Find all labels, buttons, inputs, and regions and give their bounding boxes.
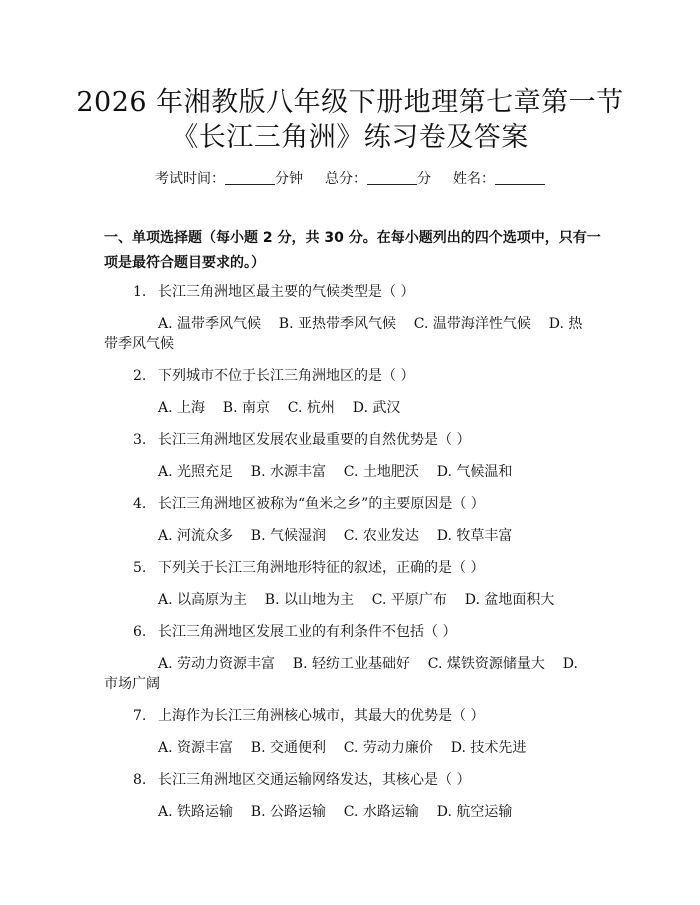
question-options: A. 温带季风气候 B. 亚热带季风气候 C. 温带海洋性气候 D. 热 (158, 316, 583, 332)
question-options: A. 铁路运输 B. 公路运输 C. 水路运输 D. 航空运输 (158, 804, 513, 820)
question-text: 上海作为长江三角洲核心城市，其最大的优势是（ ） (158, 708, 485, 724)
question-options-continued: 带季风气候 (104, 336, 174, 352)
question-item (133, 622, 456, 642)
question-item (133, 558, 484, 578)
question-text: 长江三角洲地区交通运输网络发达，其核心是（ ） (158, 772, 471, 788)
question-item (133, 494, 485, 514)
document-title-line-1: 2026 年湘教版八年级下册地理第七章第一节 (76, 87, 624, 118)
question-item (133, 430, 470, 450)
total-score-unit: 分 (417, 171, 431, 187)
question-item (133, 706, 484, 726)
question-item (133, 770, 470, 790)
question-options: A. 资源丰富 B. 交通便利 C. 劳动力廉价 D. 技术先进 (158, 740, 527, 756)
question-options: A. 河流众多 B. 气候湿润 C. 农业发达 D. 牧草丰富 (158, 528, 513, 544)
student-name-label: 姓名： (453, 171, 495, 187)
question-text: 长江三角洲地区被称为“鱼米之乡”的主要原因是（ ） (158, 496, 485, 512)
question-options: A. 上海 B. 南京 C. 杭州 D. 武汉 (158, 400, 401, 416)
question-number: 5. (133, 560, 147, 576)
document-title-line-2: 《长江三角洲》练习卷及答案 (171, 122, 529, 153)
exam-time-blank[interactable] (225, 170, 275, 185)
section-heading: 一、单项选择题（每小题 2 分，共 30 分。在每小题列出的四个选项中，只有一项是最符合题目要求的。） (104, 230, 601, 271)
exam-meta-line (0, 169, 700, 189)
question-text: 下列关于长江三角洲地形特征的叙述，正确的是（ ） (158, 560, 485, 576)
question-options-continued: 市场广阔 (104, 676, 160, 692)
question-text: 长江三角洲地区发展工业的有利条件不包括（ ） (158, 624, 457, 640)
question-options: A. 劳动力资源丰富 B. 轻纺工业基础好 C. 煤铁资源储量大 D. (158, 656, 578, 672)
question-number: 8. (133, 772, 147, 788)
question-number: 4. (133, 496, 147, 512)
question-text: 长江三角洲地区发展农业最重要的自然优势是（ ） (158, 432, 471, 448)
total-score-blank[interactable] (367, 170, 417, 185)
question-item (133, 282, 414, 302)
question-number: 6. (133, 624, 147, 640)
question-options: A. 以高原为主 B. 以山地为主 C. 平原广布 D. 盆地面积大 (158, 592, 555, 608)
question-number: 7. (133, 708, 147, 724)
total-score-label: 总分： (325, 171, 367, 187)
question-item (133, 366, 414, 386)
exam-time-unit: 分钟 (275, 171, 303, 187)
student-name-blank[interactable] (495, 170, 545, 185)
question-text: 下列城市不位于长江三角洲地区的是（ ） (158, 368, 415, 384)
question-number: 1. (133, 284, 147, 300)
exam-time-label: 考试时间： (155, 171, 225, 187)
question-number: 3. (133, 432, 147, 448)
question-options: A. 光照充足 B. 水源丰富 C. 土地肥沃 D. 气候温和 (158, 464, 513, 480)
question-text: 长江三角洲地区最主要的气候类型是（ ） (158, 284, 415, 300)
question-number: 2. (133, 368, 147, 384)
